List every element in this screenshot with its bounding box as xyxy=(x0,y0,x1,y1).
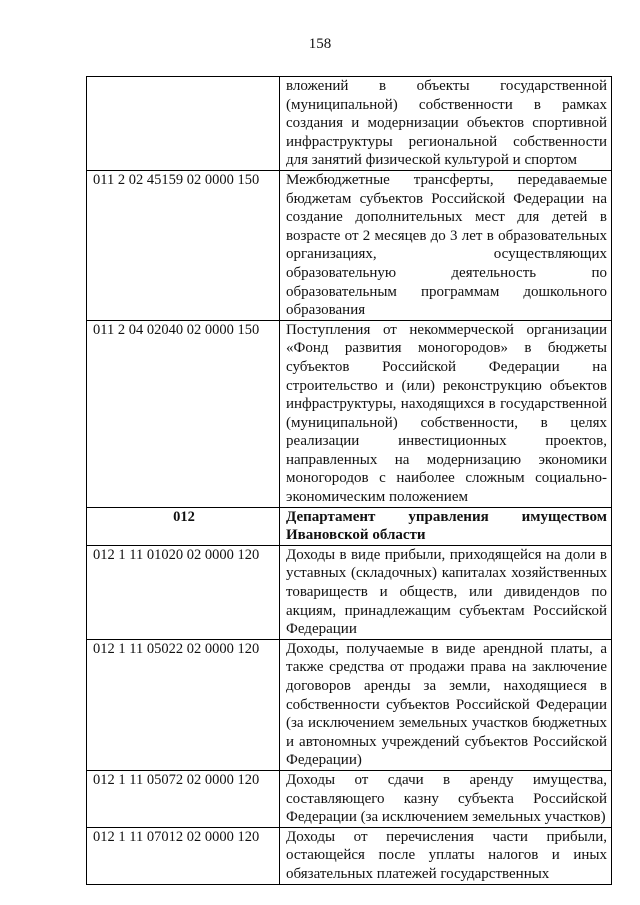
budget-code-cell xyxy=(87,77,280,171)
section-header-row xyxy=(87,507,612,545)
budget-code-cell: 012 1 11 05072 02 0000 120 xyxy=(87,770,280,827)
table-row xyxy=(87,545,612,639)
table-row xyxy=(87,770,612,827)
table-row xyxy=(87,320,612,507)
budget-code-cell: 012 1 11 05022 02 0000 120 xyxy=(87,639,280,770)
budget-code-cell: 011 2 04 02040 02 0000 150 xyxy=(87,320,280,507)
description-cell: Межбюджетные трансферты, передаваемые бюджетам субъектов Российской Федерации на создание дополнительных мест для детей в возрасте от 2 месяцев до 3 лет в образовательных организациях, осуществляющих образовательную деятельность по образовательным программам дошкольного образования xyxy=(280,170,612,320)
revenue-classification-table xyxy=(86,76,612,885)
administrator-name-cell: Департамент управления имуществом Ивановской области xyxy=(280,507,612,545)
table-row xyxy=(87,77,612,171)
administrator-code-cell: 012 xyxy=(87,507,280,545)
page-number: 158 xyxy=(308,36,332,52)
table-row xyxy=(87,170,612,320)
table-row xyxy=(87,639,612,770)
description-cell: Доходы от перечисления части прибыли, остающейся после уплаты налогов и иных обязательных платежей государственных xyxy=(280,827,612,884)
description-cell: вложений в объекты государственной (муниципальной) собственности в рамках создания и модернизации объектов спортивной инфраструктуры региональной собственности для занятий физической культурой и спортом xyxy=(280,77,612,171)
budget-code-cell: 012 1 11 01020 02 0000 120 xyxy=(87,545,280,639)
budget-code-cell: 012 1 11 07012 02 0000 120 xyxy=(87,827,280,884)
description-cell: Поступления от некоммерческой организации «Фонд развития моногородов» в бюджеты субъектов Российской Федерации на строительство и (или) реконструкцию объектов инфраструктуры, находящихся в государственной (муниципальной) собственности, в целях реализации инвестиционных проектов, направленных на модернизацию экономики моногородов с наиболее сложным социально-экономическим положением xyxy=(280,320,612,507)
description-cell: Доходы в виде прибыли, приходящейся на доли в уставных (складочных) капиталах хозяйственных товариществ и обществ, или дивидендов по акциям, принадлежащим субъектам Российской Федерации xyxy=(280,545,612,639)
description-cell: Доходы, получаемые в виде арендной платы, а также средства от продажи права на заключение договоров аренды за земли, находящиеся в собственности субъектов Российской Федерации (за исключением земельных участков бюджетных и автономных учреждений субъектов Российской Федерации) xyxy=(280,639,612,770)
description-cell: Доходы от сдачи в аренду имущества, составляющего казну субъекта Российской Федерации (за исключением земельных участков) xyxy=(280,770,612,827)
table-row xyxy=(87,827,612,884)
budget-code-cell: 011 2 02 45159 02 0000 150 xyxy=(87,170,280,320)
